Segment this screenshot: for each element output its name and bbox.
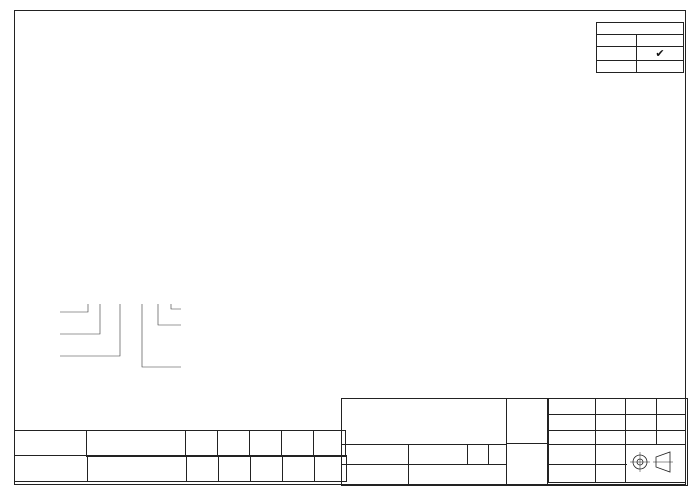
- part-code-table: [86, 430, 346, 457]
- drawn-by-value: [657, 431, 686, 445]
- drawn-by-label: [626, 431, 657, 445]
- date-label: [549, 445, 596, 465]
- dwg-no-value: [596, 399, 626, 415]
- code-header-customer: [15, 456, 88, 482]
- date-value: [596, 445, 626, 465]
- product-name-label: [342, 445, 409, 465]
- unit-label: [549, 415, 596, 431]
- checked-by-label: [549, 431, 596, 445]
- code-value: [186, 431, 218, 457]
- code-header-h: [187, 456, 219, 482]
- code-header-spec: [88, 456, 187, 482]
- unit-value: [596, 415, 626, 431]
- code-header-b: [283, 456, 315, 482]
- tolerance-values: [506, 444, 548, 484]
- ecn-label: [549, 465, 596, 483]
- checked-by-value: [596, 431, 626, 445]
- sheet-value: [657, 415, 686, 431]
- product-name-value: [409, 445, 468, 465]
- code-value: [87, 431, 186, 457]
- ecn-value: [596, 465, 626, 483]
- product-table: [341, 444, 507, 485]
- part-code-header-table: [14, 455, 347, 482]
- code-value: [218, 431, 250, 457]
- code-header-a: [251, 456, 283, 482]
- specification-label: [342, 465, 409, 485]
- scale-label: [626, 399, 657, 415]
- code-empty-cell: [14, 430, 87, 456]
- dwg-no-label: [549, 399, 596, 415]
- projection-symbol-icon: [628, 446, 674, 480]
- material-pa6t-check: ✔: [637, 47, 684, 61]
- tolerance-box: [506, 398, 548, 444]
- scale-value: [657, 399, 686, 415]
- sheet-label: [626, 415, 657, 431]
- projection-symbol-cell: [626, 445, 686, 483]
- ver-label: [467, 445, 489, 465]
- ver-value: [489, 445, 507, 465]
- code-header-k: [219, 456, 251, 482]
- code-value: [282, 431, 314, 457]
- company-box: [341, 398, 507, 445]
- specification-value: [409, 465, 507, 485]
- code-value: [250, 431, 282, 457]
- drawing-info-table: [548, 398, 686, 483]
